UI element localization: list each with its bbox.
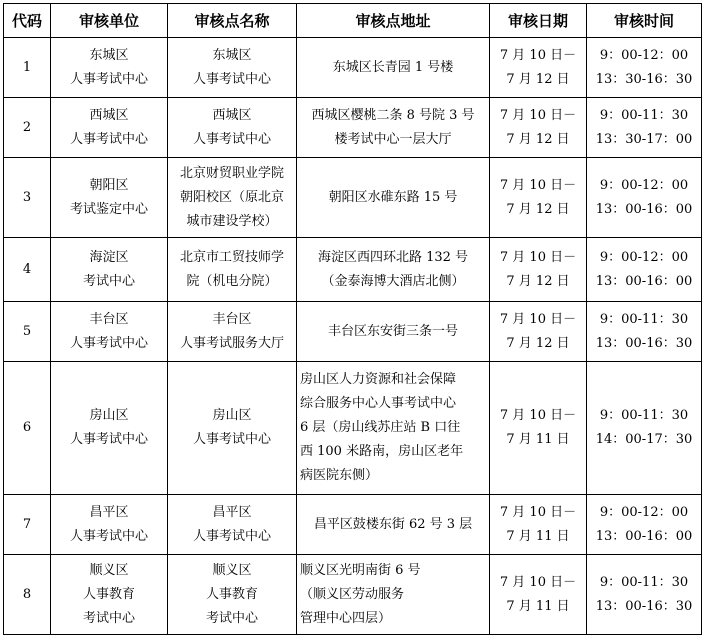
cell-code: 5: [4, 302, 51, 362]
cell-address-line: （金泰海博大酒店北侧）: [321, 273, 465, 289]
cell-time-line: 14：00-17：30: [595, 432, 693, 447]
cell-date: [490, 98, 587, 158]
cell-address-line: 6 层（房山线苏庄站 B 口往: [300, 420, 461, 435]
cell-time-line: 13：00-16：30: [595, 598, 693, 614]
cell-unit-line: 考试鉴定中心: [69, 201, 148, 217]
cell-address-line: 房山区人力资源和社会保障: [300, 372, 457, 387]
cell-unit-line: 昌平区: [89, 504, 129, 520]
cell-address: [297, 238, 490, 302]
cell-site-name-line: 院（机电分院）: [186, 273, 278, 289]
cell-date-line: 7 月 12 日: [506, 273, 570, 289]
cell-date-line: 7 月 12 日: [506, 131, 570, 147]
cell-address-line: 楼考试中心一层大厅: [334, 131, 452, 147]
cell-unit-line: 人事考试中心: [69, 335, 148, 351]
cell-date-line: 7 月 12 日: [506, 335, 570, 351]
cell-site-name-line: 人事教育: [205, 586, 258, 602]
cell-date-line: 7 月 10 日－: [499, 311, 577, 327]
cell-date-line: 7 月 11 日: [506, 598, 570, 614]
cell-time: [587, 302, 702, 362]
table-header-row: [4, 4, 702, 38]
cell-site-name-line: 人事考试服务大厅: [179, 335, 284, 351]
cell-time-line: 9：00-11：30: [599, 311, 689, 327]
table-row: [4, 495, 702, 555]
cell-time: [587, 158, 702, 238]
cell-address-line: 西城区樱桃二条 8 号院 3 号: [311, 107, 475, 123]
cell-site-name: [168, 238, 297, 302]
cell-unit-line: 房山区: [89, 408, 129, 423]
cell-date-line: 7 月 10 日－: [499, 107, 577, 123]
header-code: 代码: [4, 4, 51, 38]
cell-time-line: 9：00-12：00: [599, 177, 689, 193]
cell-code: 2: [4, 98, 51, 158]
cell-time-line: 13：00-16：30: [595, 335, 693, 351]
cell-unit: [51, 38, 168, 98]
cell-site-name-line: 人事考试中心: [192, 71, 271, 87]
cell-site-name-line: 北京财贸职业学院: [179, 165, 284, 181]
cell-address: [297, 158, 490, 238]
cell-site-name: [168, 362, 297, 495]
cell-site-name-line: 人事考试中心: [192, 131, 271, 147]
cell-site-name-line: 城市建设学校）: [186, 213, 278, 229]
table-row: [4, 98, 702, 158]
cell-date: [490, 238, 587, 302]
cell-date: [490, 362, 587, 495]
cell-code: 6: [4, 362, 51, 495]
cell-time-line: 9：00-11：30: [599, 574, 689, 590]
cell-unit-line: 考试中心: [82, 610, 135, 626]
cell-unit-line: 人事考试中心: [69, 131, 148, 147]
table-row: [4, 362, 702, 495]
cell-time: [587, 362, 702, 495]
cell-address-line: 东城区长青园 1 号楼: [332, 59, 454, 75]
cell-date-line: 7 月 12 日: [506, 71, 570, 87]
cell-date-line: 7 月 10 日－: [499, 177, 577, 193]
cell-site-name-line: 顺义区: [212, 562, 252, 578]
cell-time-line: 13：30-16：30: [595, 71, 693, 87]
cell-time-line: 13：00-16：00: [595, 201, 693, 217]
cell-address-line: 病医院东侧）: [300, 468, 379, 483]
cell-time: [587, 555, 702, 635]
cell-address: [297, 495, 490, 555]
cell-date: [490, 555, 587, 635]
cell-unit: [51, 495, 168, 555]
cell-date-line: 7 月 10 日－: [499, 408, 577, 423]
cell-code: 4: [4, 238, 51, 302]
cell-address: [297, 98, 490, 158]
cell-address-line: （顺义区劳动服务: [300, 586, 405, 602]
cell-site-name-line: 丰台区: [212, 311, 252, 327]
cell-unit-line: 海淀区: [89, 249, 129, 265]
cell-address: [297, 555, 490, 635]
cell-unit: [51, 302, 168, 362]
cell-time-line: 9：00-12：00: [599, 47, 689, 63]
cell-address-line: 顺义区光明南街 6 号: [300, 562, 421, 578]
cell-unit-line: 人事考试中心: [69, 71, 148, 87]
cell-site-name-line: 昌平区: [212, 504, 252, 520]
cell-address-line: 昌平区鼓楼东街 62 号 3 层: [313, 516, 473, 532]
header-date: 审核日期: [490, 4, 587, 38]
cell-address-line: 管理中心四层）: [300, 610, 392, 626]
cell-site-name-line: 东城区: [212, 47, 252, 63]
cell-site-name-line: 房山区: [212, 408, 252, 423]
cell-site-name: [168, 38, 297, 98]
header-time: 审核时间: [587, 4, 702, 38]
cell-time-line: 13：30-17：00: [595, 131, 693, 147]
cell-time: [587, 495, 702, 555]
cell-unit-line: 考试中心: [82, 273, 135, 289]
cell-site-name-line: 考试中心: [205, 610, 258, 626]
header-unit: 审核单位: [51, 4, 168, 38]
cell-time: [587, 98, 702, 158]
cell-address: [297, 362, 490, 495]
cell-date-line: 7 月 10 日－: [499, 504, 577, 520]
cell-unit-line: 人事教育: [82, 586, 135, 602]
audit-sites-table: [3, 3, 702, 635]
cell-time-line: 9：00-11：30: [599, 107, 689, 123]
cell-unit-line: 朝阳区: [89, 177, 129, 193]
cell-date: [490, 158, 587, 238]
cell-date-line: 7 月 11 日: [506, 528, 570, 544]
cell-unit: [51, 158, 168, 238]
cell-address-line: 海淀区西四环北路 132 号: [317, 249, 469, 265]
cell-unit-line: 西城区: [89, 107, 129, 123]
table-row: [4, 38, 702, 98]
cell-unit: [51, 98, 168, 158]
cell-site-name: [168, 158, 297, 238]
cell-address-line: 朝阳区水碓东路 15 号: [328, 189, 458, 205]
cell-time-line: 9：00-11：30: [599, 408, 689, 423]
cell-date: [490, 302, 587, 362]
cell-date: [490, 38, 587, 98]
cell-time-line: 13：00-16：00: [595, 273, 693, 289]
table-row: [4, 555, 702, 635]
cell-unit: [51, 555, 168, 635]
table-row: [4, 238, 702, 302]
cell-address: [297, 38, 490, 98]
cell-time-line: 9：00-12：00: [599, 249, 689, 265]
cell-address: [297, 302, 490, 362]
cell-date: [490, 495, 587, 555]
cell-site-name-line: 人事考试中心: [192, 432, 271, 447]
cell-time-line: 9：00-12：00: [599, 504, 689, 520]
table-body: [4, 38, 702, 635]
cell-site-name-line: 人事考试中心: [192, 528, 271, 544]
table-row: [4, 158, 702, 238]
cell-unit-line: 人事考试中心: [69, 528, 148, 544]
cell-unit-line: 人事考试中心: [69, 432, 148, 447]
header-site-address: 审核点地址: [297, 4, 490, 38]
cell-address-line: 综合服务中心人事考试中心: [300, 396, 457, 411]
cell-site-name: [168, 555, 297, 635]
cell-address-line: 丰台区东安街三条一号: [327, 323, 458, 339]
cell-date-line: 7 月 10 日－: [499, 47, 577, 63]
cell-address-line: 西 100 米路南，房山区老年: [300, 444, 464, 459]
cell-code: 8: [4, 555, 51, 635]
cell-site-name-line: 西城区: [212, 107, 252, 123]
cell-date-line: 7 月 11 日: [506, 432, 570, 447]
cell-unit-line: 丰台区: [89, 311, 129, 327]
cell-date-line: 7 月 10 日－: [499, 249, 577, 265]
cell-unit-line: 东城区: [89, 47, 129, 63]
cell-site-name-line: 朝阳校区（原北京: [179, 189, 284, 205]
cell-site-name: [168, 98, 297, 158]
cell-code: 1: [4, 38, 51, 98]
cell-unit-line: 顺义区: [89, 562, 129, 578]
cell-code: 7: [4, 495, 51, 555]
cell-code: 3: [4, 158, 51, 238]
table-row: [4, 302, 702, 362]
cell-date-line: 7 月 12 日: [506, 201, 570, 217]
cell-unit: [51, 362, 168, 495]
header-site-name: 审核点名称: [168, 4, 297, 38]
cell-site-name-line: 北京市工贸技师学: [179, 249, 284, 265]
cell-time-line: 13：00-16：00: [595, 528, 693, 544]
cell-time: [587, 238, 702, 302]
cell-site-name: [168, 302, 297, 362]
cell-time: [587, 38, 702, 98]
cell-site-name: [168, 495, 297, 555]
cell-date-line: 7 月 10 日－: [499, 574, 577, 590]
cell-unit: [51, 238, 168, 302]
